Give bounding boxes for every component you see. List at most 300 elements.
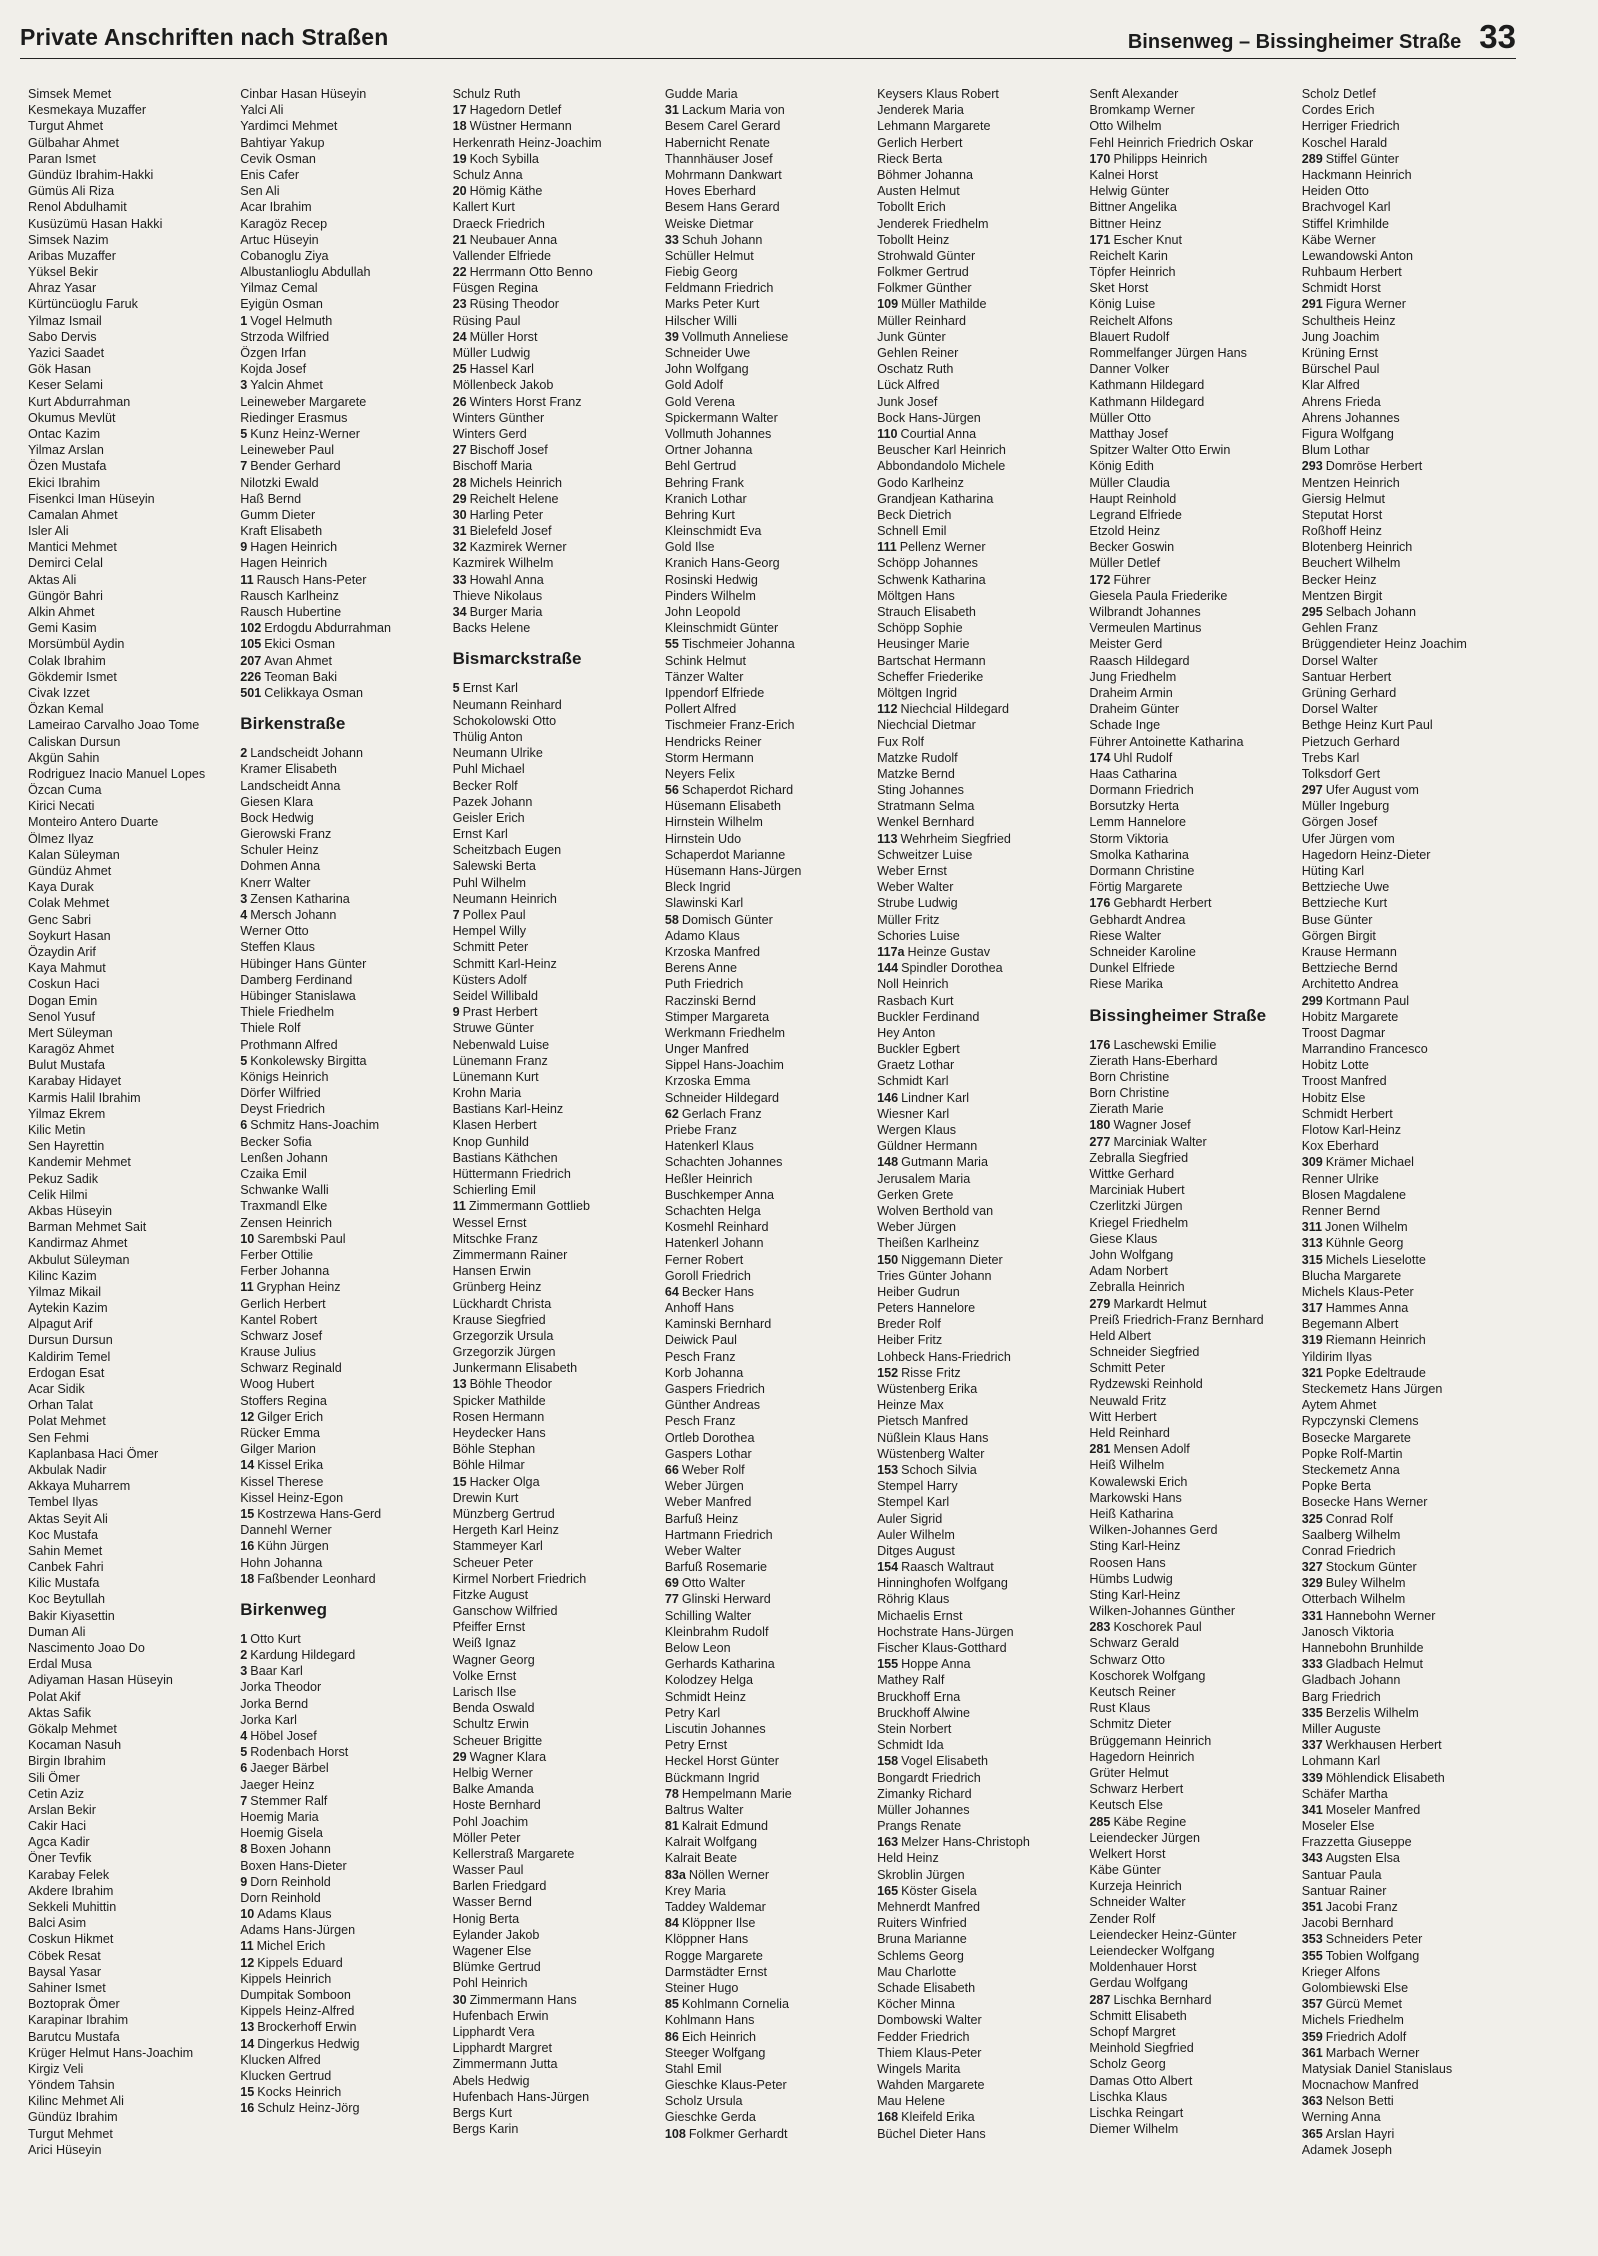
resident-entry <box>28 135 232 151</box>
resident-name: Strube Ludwig <box>877 896 958 911</box>
resident-entry <box>1302 782 1506 798</box>
resident-name: Schulz Ruth <box>452 87 521 101</box>
resident-name: Öner Tevfik <box>28 1851 92 1866</box>
resident-name: Stempel Harry <box>877 1479 958 1494</box>
resident-entry <box>453 361 657 377</box>
resident-entry <box>1302 636 1506 652</box>
resident-name: Lipphardt Vera <box>452 2024 535 2039</box>
resident-name: Pietsch Manfred <box>877 1414 969 1429</box>
resident-entry <box>28 717 232 733</box>
resident-entry <box>877 1365 1081 1381</box>
resident-name: Colak Ibrahim <box>28 653 106 668</box>
resident-name: Schultz Erwin <box>452 1717 529 1732</box>
resident-name: Dorsel Walter <box>1301 653 1378 668</box>
resident-entry <box>28 264 232 280</box>
resident-entry <box>1302 2012 1506 2028</box>
resident-entry <box>1089 1587 1293 1603</box>
resident-name: Rodenbach Horst <box>250 1745 349 1760</box>
resident-entry <box>665 1721 869 1737</box>
resident-entry <box>240 1037 444 1053</box>
resident-name: Acar Ibrahim <box>240 200 312 215</box>
resident-name: Hempel Willy <box>452 924 527 939</box>
resident-entry <box>453 939 657 955</box>
resident-name: Böhle Hilmar <box>452 1458 525 1473</box>
house-number: 339 <box>1301 1770 1323 1785</box>
resident-entry <box>28 1672 232 1688</box>
resident-name: Stoffers Regina <box>240 1393 327 1408</box>
resident-name: Kleinschmidt Günter <box>664 621 779 636</box>
resident-entry <box>28 232 232 248</box>
resident-name: Jaeger Heinz <box>240 1777 315 1792</box>
resident-entry <box>240 2052 444 2068</box>
resident-name: Yöndem Tahsin <box>28 2078 115 2093</box>
house-number: 171 <box>1089 232 1111 247</box>
resident-entry <box>240 1263 444 1279</box>
resident-entry <box>877 814 1081 830</box>
resident-name: Thülig Anton <box>452 729 523 744</box>
resident-name: Marciniak Walter <box>1113 1134 1207 1149</box>
resident-entry <box>1089 491 1293 507</box>
resident-entry <box>1089 1959 1293 1975</box>
resident-entry <box>1089 798 1293 814</box>
resident-name: Barfuß Heinz <box>664 1511 739 1526</box>
resident-name: Danner Volker <box>1089 362 1170 377</box>
resident-name: Cobanoglu Ziya <box>240 248 329 263</box>
resident-name: Ölmez Ilyaz <box>28 831 94 846</box>
resident-name: Polat Mehmet <box>28 1414 106 1429</box>
resident-name: Schmidt Heinz <box>664 1689 747 1704</box>
resident-name: Bongardt Friedrich <box>877 1770 981 1785</box>
resident-name: Kleifeld Erika <box>901 2110 975 2125</box>
resident-entry <box>28 782 232 798</box>
resident-name: Bergs Karin <box>452 2122 519 2137</box>
resident-name: Schwarz Herbert <box>1089 1782 1184 1797</box>
resident-entry <box>665 2126 869 2142</box>
resident-name: Krause Siegfried <box>452 1312 546 1327</box>
resident-entry <box>877 410 1081 426</box>
resident-entry <box>877 604 1081 620</box>
resident-entry <box>1089 1555 1293 1571</box>
resident-name: Thiele Rolf <box>240 1021 301 1036</box>
resident-entry <box>665 2061 869 2077</box>
resident-name: Priebe Franz <box>664 1123 737 1137</box>
resident-entry <box>1302 280 1506 296</box>
resident-entry <box>240 167 444 183</box>
resident-entry <box>665 1203 869 1219</box>
resident-name: Gladbach Johann <box>1301 1673 1401 1688</box>
resident-entry <box>453 1344 657 1360</box>
resident-name: Raasch Hildegard <box>1089 653 1190 668</box>
resident-entry <box>28 1073 232 1089</box>
resident-name: Kostrzewa Hans-Gerd <box>257 1506 382 1521</box>
resident-entry <box>1089 1360 1293 1376</box>
resident-entry <box>665 410 869 426</box>
resident-entry <box>1089 976 1293 992</box>
resident-name: Birgin Ibrahim <box>28 1754 106 1769</box>
resident-entry <box>877 1543 1081 1559</box>
resident-entry <box>1089 1522 1293 1538</box>
house-number: 13 <box>452 1377 467 1392</box>
resident-entry <box>240 1663 444 1679</box>
resident-entry <box>1089 199 1293 215</box>
resident-name: Müller Horst <box>469 329 538 344</box>
resident-name: Backs Helene <box>452 621 531 636</box>
resident-entry <box>665 766 869 782</box>
resident-name: Zierath Marie <box>1089 1102 1164 1117</box>
resident-name: Schwarz Reginald <box>240 1361 342 1376</box>
resident-name: Keutsch Else <box>1089 1798 1163 1813</box>
resident-entry <box>240 1809 444 1825</box>
resident-name: Leineweber Paul <box>240 443 335 458</box>
resident-name: Schmitt Peter <box>452 940 529 955</box>
resident-name: Müller Reinhard <box>877 313 967 328</box>
resident-entry <box>877 1349 1081 1365</box>
resident-name: Scheuer Brigitte <box>452 1733 543 1748</box>
resident-name: Lemm Hannelore <box>1089 815 1187 830</box>
resident-entry <box>665 2077 869 2093</box>
resident-entry <box>28 750 232 766</box>
resident-entry <box>1089 604 1293 620</box>
resident-entry <box>1302 1478 1506 1494</box>
resident-name: Tolksdorf Gert <box>1301 766 1381 781</box>
resident-name: Puth Friedrich <box>664 977 744 992</box>
resident-entry <box>665 912 869 928</box>
resident-name: Godo Karlheinz <box>877 475 964 490</box>
resident-entry <box>877 1009 1081 1025</box>
resident-entry <box>240 248 444 264</box>
resident-name: Becker Heinz <box>1301 572 1377 587</box>
resident-name: Burger Maria <box>469 605 543 619</box>
resident-name: Kühnle Georg <box>1325 1236 1404 1251</box>
resident-name: Honig Berta <box>452 1911 520 1926</box>
resident-name: Agca Kadir <box>28 1835 90 1850</box>
resident-name: Sekkeli Muhittin <box>28 1900 117 1914</box>
resident-entry <box>28 539 232 555</box>
resident-name: Reichelt Alfons <box>1089 313 1173 328</box>
resident-name: Hendricks Reiner <box>664 734 762 749</box>
resident-entry <box>28 1931 232 1947</box>
resident-entry <box>1089 734 1293 750</box>
house-number: 5 <box>452 681 460 696</box>
resident-name: Nöllen Werner <box>688 1867 770 1882</box>
resident-name: Gehlen Franz <box>1301 621 1379 636</box>
resident-entry <box>453 1085 657 1101</box>
resident-name: Besem Carel Gerard <box>664 119 781 134</box>
resident-entry <box>1302 928 1506 944</box>
resident-name: Bahtiyar Yakup <box>240 135 325 150</box>
resident-name: Born Christine <box>1089 1069 1170 1084</box>
resident-entry <box>240 1696 444 1712</box>
resident-name: Auler Wilhelm <box>877 1527 955 1542</box>
resident-name: Gutmann Maria <box>901 1155 988 1170</box>
resident-name: Rosen Hermann <box>452 1409 545 1424</box>
resident-entry <box>1089 394 1293 410</box>
resident-entry <box>1089 1215 1293 1231</box>
resident-name: Dörfer Wilfried <box>240 1086 321 1101</box>
resident-name: Adiyaman Hasan Hüseyin <box>28 1673 173 1688</box>
resident-name: Dannehl Werner <box>240 1523 332 1538</box>
resident-entry <box>453 1814 657 1830</box>
resident-name: Landscheidt Johann <box>250 746 364 761</box>
resident-name: Schulz Anna <box>452 167 523 182</box>
resident-entry <box>877 199 1081 215</box>
street-range: Binsenweg – Bissingheimer Straße <box>1127 31 1462 53</box>
resident-entry <box>28 475 232 491</box>
resident-entry <box>453 216 657 232</box>
house-number: 168 <box>877 2110 899 2125</box>
resident-name: Adams Klaus <box>257 1907 332 1922</box>
resident-name: Bruna Marianne <box>877 1932 967 1947</box>
resident-name: Klar Alfred <box>1301 378 1360 393</box>
house-number: 105 <box>240 637 262 652</box>
resident-name: Soykurt Hasan <box>28 928 111 943</box>
resident-entry <box>240 810 444 826</box>
house-number: 66 <box>664 1462 679 1477</box>
resident-entry <box>1302 313 1506 329</box>
resident-entry <box>453 1166 657 1182</box>
house-number: 18 <box>240 1571 255 1586</box>
resident-name: Koch Sybilla <box>469 151 539 166</box>
resident-entry <box>28 1413 232 1429</box>
resident-name: Schade Elisabeth <box>877 1980 976 1995</box>
directory-column <box>877 86 1081 2236</box>
resident-entry <box>1089 2121 1293 2137</box>
resident-name: Below Leon <box>664 1641 731 1655</box>
resident-entry <box>665 361 869 377</box>
resident-name: Junk Günter <box>877 329 946 344</box>
resident-name: Kissel Erika <box>257 1458 324 1473</box>
resident-entry <box>665 1802 869 1818</box>
resident-name: Buley Wilhelm <box>1325 1576 1406 1591</box>
resident-entry <box>877 1980 1081 1996</box>
resident-name: Hassel Karl <box>469 362 534 377</box>
house-number: 321 <box>1301 1365 1323 1380</box>
resident-entry <box>877 1073 1081 1089</box>
resident-name: Kunz Heinz-Werner <box>250 426 360 441</box>
resident-name: Gerlich Herbert <box>877 135 963 150</box>
resident-entry <box>28 1478 232 1494</box>
resident-name: Hagen Heinrich <box>250 540 338 555</box>
resident-entry <box>1089 588 1293 604</box>
resident-entry <box>453 167 657 183</box>
resident-entry <box>1089 895 1293 911</box>
resident-entry <box>28 1332 232 1348</box>
resident-entry <box>877 928 1081 944</box>
resident-name: Knop Gunhild <box>452 1134 529 1149</box>
resident-entry <box>1302 507 1506 523</box>
resident-name: Kellerstraß Margarete <box>452 1846 575 1861</box>
resident-entry <box>28 442 232 458</box>
resident-entry <box>877 1786 1081 1802</box>
resident-name: Böhmer Johanna <box>877 167 974 182</box>
resident-entry <box>453 761 657 777</box>
house-number: 293 <box>1301 459 1323 474</box>
resident-entry <box>453 199 657 215</box>
resident-entry <box>453 1619 657 1635</box>
resident-name: Helbig Werner <box>452 1765 533 1780</box>
resident-name: Beck Dietrich <box>877 507 952 522</box>
resident-name: Wagener Else <box>452 1944 532 1958</box>
resident-entry <box>665 1478 869 1494</box>
resident-name: Yilmaz Ismail <box>28 313 102 328</box>
resident-name: Grünberg Heinz <box>452 1280 542 1295</box>
resident-entry <box>1089 1409 1293 1425</box>
resident-name: Hackmann Heinrich <box>1301 167 1412 182</box>
resident-name: Mentzen Heinrich <box>1301 475 1400 490</box>
resident-entry <box>453 1182 657 1198</box>
resident-name: Kraft Elisabeth <box>240 524 323 539</box>
resident-entry <box>240 923 444 939</box>
resident-entry <box>1089 685 1293 701</box>
resident-entry <box>240 232 444 248</box>
resident-entry <box>665 636 869 652</box>
resident-entry <box>1089 1117 1293 1133</box>
resident-name: Mocnachow Manfred <box>1301 2078 1419 2093</box>
resident-entry <box>877 1705 1081 1721</box>
resident-name: Lischka Klaus <box>1089 2089 1168 2104</box>
resident-name: Schneider Walter <box>1089 1895 1186 1910</box>
resident-entry <box>665 1494 869 1510</box>
resident-entry <box>240 329 444 345</box>
resident-entry <box>665 620 869 636</box>
resident-name: Kriegel Friedhelm <box>1089 1215 1189 1230</box>
resident-name: Gieschke Gerda <box>664 2110 756 2125</box>
resident-name: Kazmirek Werner <box>469 540 567 555</box>
resident-entry <box>665 1980 869 1996</box>
resident-name: Augsten Elsa <box>1325 1851 1400 1866</box>
resident-entry <box>877 1430 1081 1446</box>
resident-entry <box>665 1624 869 1640</box>
resident-entry <box>1089 1166 1293 1182</box>
resident-name: Schlems Georg <box>877 1948 964 1963</box>
resident-entry <box>1089 717 1293 733</box>
resident-entry <box>28 1915 232 1931</box>
resident-name: Larisch Ilse <box>452 1685 517 1699</box>
resident-entry <box>1302 976 1506 992</box>
resident-name: Klucken Alfred <box>240 2052 321 2067</box>
resident-entry <box>1302 539 1506 555</box>
resident-name: Draheim Günter <box>1089 702 1180 717</box>
resident-entry <box>28 1057 232 1073</box>
resident-name: Breder Rolf <box>877 1317 941 1332</box>
resident-entry <box>665 458 869 474</box>
resident-entry <box>28 2093 232 2109</box>
resident-name: Bischoff Josef <box>469 443 548 458</box>
resident-name: Mau Charlotte <box>877 1964 957 1979</box>
resident-name: Enis Cafer <box>240 167 300 182</box>
resident-name: Schwenk Katharina <box>877 572 986 587</box>
house-number: 172 <box>1089 572 1111 587</box>
street-heading: Birkenweg <box>240 1599 328 1619</box>
resident-name: Paran Ismet <box>28 151 96 166</box>
house-number: 313 <box>1301 1236 1323 1251</box>
resident-name: Bosecke Hans Werner <box>1301 1495 1428 1510</box>
resident-entry <box>453 1959 657 1975</box>
resident-name: Wagner Josef <box>1113 1118 1191 1133</box>
house-number: 170 <box>1089 151 1111 166</box>
resident-name: Kirmel Norbert Friedrich <box>452 1571 587 1586</box>
resident-name: Bückmann Ingrid <box>664 1770 760 1785</box>
resident-name: Ahraz Yasar <box>28 281 97 296</box>
resident-name: Füsgen Regina <box>452 281 538 296</box>
resident-entry <box>1089 1668 1293 1684</box>
resident-name: Ahrens Frieda <box>1301 394 1381 409</box>
resident-name: Kaminski Bernhard <box>664 1317 772 1332</box>
house-number: 28 <box>452 475 467 490</box>
resident-entry <box>453 826 657 842</box>
resident-name: Scholz Detlef <box>1301 87 1376 101</box>
resident-name: Gierowski Franz <box>240 827 332 842</box>
resident-entry <box>28 912 232 928</box>
resident-entry <box>1302 653 1506 669</box>
resident-name: Jung Joachim <box>1301 329 1380 344</box>
resident-name: Rausch Hubertine <box>240 605 342 619</box>
resident-name: Friedrich Adolf <box>1325 2029 1407 2044</box>
resident-name: Klasen Herbert <box>452 1118 537 1133</box>
resident-name: Trebs Karl <box>1301 750 1360 765</box>
resident-entry <box>1302 1171 1506 1187</box>
resident-entry <box>877 1413 1081 1429</box>
resident-name: Schneider Siegfried <box>1089 1345 1200 1360</box>
resident-entry <box>665 1349 869 1365</box>
house-number: 39 <box>664 329 679 344</box>
resident-entry <box>453 1733 657 1749</box>
resident-entry <box>240 685 444 701</box>
resident-name: Yildirim Ilyas <box>1301 1349 1372 1364</box>
house-number: 9 <box>240 1874 248 1889</box>
resident-entry <box>1302 523 1506 539</box>
resident-name: Schmitt Elisabeth <box>1089 2008 1187 2023</box>
resident-name: Fedder Friedrich <box>877 2029 970 2044</box>
resident-entry <box>453 1020 657 1036</box>
resident-entry <box>28 895 232 911</box>
resident-name: Schnell Emil <box>877 524 947 539</box>
resident-name: Ontac Kazim <box>28 426 101 441</box>
resident-entry <box>1089 1733 1293 1749</box>
resident-name: Baysal Yasar <box>28 1964 102 1979</box>
resident-name: Grandjean Katharina <box>877 491 994 506</box>
resident-entry <box>1089 2024 1293 2040</box>
resident-name: Deiwick Paul <box>664 1333 737 1348</box>
resident-name: Bender Gerhard <box>250 459 341 474</box>
resident-entry <box>665 1883 869 1899</box>
resident-name: Arici Hüseyin <box>28 2142 102 2157</box>
resident-name: Töpfer Heinrich <box>1089 265 1176 280</box>
resident-name: Bruckhoff Alwine <box>877 1705 971 1720</box>
house-number: 1 <box>240 1631 248 1646</box>
house-number: 154 <box>877 1560 899 1575</box>
resident-entry <box>28 523 232 539</box>
resident-entry <box>1089 944 1293 960</box>
resident-entry <box>453 729 657 745</box>
resident-name: Held Reinhard <box>1089 1426 1170 1440</box>
house-number: 176 <box>1089 896 1111 911</box>
resident-entry <box>453 1037 657 1053</box>
resident-name: Hatenkerl Johann <box>664 1236 764 1251</box>
resident-entry <box>665 555 869 571</box>
resident-entry <box>28 734 232 750</box>
resident-entry <box>1302 2093 1506 2109</box>
resident-entry <box>453 1538 657 1554</box>
resident-entry <box>1302 1187 1506 1203</box>
resident-entry <box>28 1349 232 1365</box>
resident-entry <box>453 1101 657 1117</box>
resident-entry <box>28 1883 232 1899</box>
resident-entry <box>240 475 444 491</box>
resident-name: Kortmann Paul <box>1325 993 1410 1008</box>
house-number: 289 <box>1301 151 1323 166</box>
resident-entry <box>1089 313 1293 329</box>
